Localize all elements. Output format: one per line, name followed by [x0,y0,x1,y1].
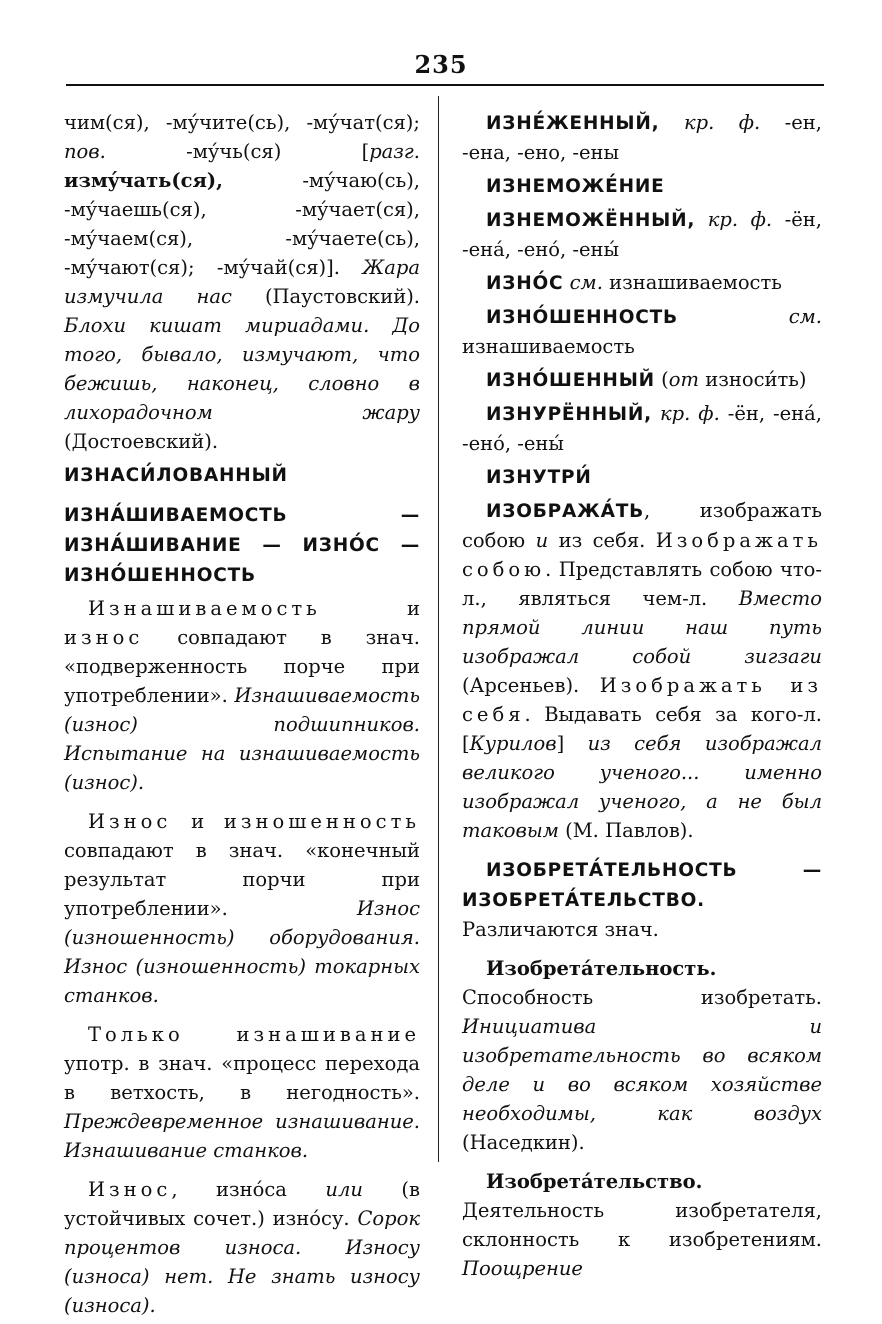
page-number: 235 [414,50,468,79]
headword: ИЗНО́ШЕННОСТЬ [486,307,678,328]
headword: ИЗОБРАЖА́ТЬ [486,501,645,522]
usage-paragraph-iznos [64,807,420,1010]
text-run: совпадают в знач. «конечный результат порчи при употреблении». [64,839,420,920]
text-run [184,1023,237,1046]
headword: ИЗНАСИ́ЛОВАННЫЙ [64,465,288,486]
text-run: -ён, -ена́, -ено́, -ены́ [462,208,822,261]
text-run: (Паустовский). [231,285,420,308]
text-run: из себя. [548,529,656,552]
text-run: изнашиваемость [462,335,635,358]
bold-term: Изобрета́тельство. [486,1170,703,1193]
usage-paragraph-iznashivaemost [64,594,420,797]
text-run: ] [556,732,588,755]
text-run: (Достоевский). [64,430,219,453]
text-run: -му́чь(ся) [ [105,140,370,163]
text-run [695,208,708,231]
text-run: , изображать собою [462,499,822,552]
entry-izobretatelnost-group [462,855,822,944]
text-run: (в устойчивых сочет.) изно́су. [64,1178,420,1230]
usage-paragraph-iznashivanie [64,1020,420,1165]
spaced-term: изнашивание [236,1023,420,1046]
italic-text: или [325,1178,363,1201]
entry-iznos [462,268,822,298]
bold-term: Изобрета́тельность. [486,957,717,980]
header-rule [66,84,824,86]
italic-text: см. [788,305,822,328]
bold-term: измýчать(ся), [64,169,223,192]
spaced-term: Изображать из себя [462,674,822,726]
text-run: (Арсеньев). [462,674,600,697]
text-run: и [171,810,224,833]
italic-text: Сорок процентов износа. Износу (износа) нет. Не знать износу (износа). [64,1207,420,1317]
entry-iznoshennost [462,302,822,361]
text-run [659,111,683,134]
italic-text: Изнашиваемость (износ) подшипников. Испытание на изнашиваемость (износ). [64,684,420,794]
entry-iznemozhenie [462,171,822,201]
italic-text: Инициатива и изобретательность во всяком деле и во всяком хозяйстве необходимы, как воздух [462,1015,822,1125]
headword: ИЗОБРЕТА́ТЕЛЬНОСТЬ — ИЗОБРЕТА́ТЕЛЬСТВО. [462,860,822,911]
text-run: -му́чаю(сь), -му́чаешь(ся), -му́чает(ся), -му́чаем(ся), -му́чаете(сь), -му́чают(ся); -му́чай(ся)]. [64,169,420,279]
italic-text: Поощрение [462,1257,583,1280]
entry-continuation [64,108,420,456]
italic-text: Вместо прямой линии наш путь изображал собой зигзаги [462,587,822,668]
spaced-term: изношенность [223,810,420,833]
text-run: . Представлять собою что-л., являться чем-л. [462,558,822,610]
headword-iznashivaemost-group [64,500,420,590]
italic-text: см. [569,271,603,294]
text-run: употр. в знач. «процесс перехода в ветхость, в негодность». [64,1052,420,1104]
italic-text: кр. ф. [707,208,773,231]
spaced-term: Изнашиваемость [88,597,321,620]
entry-iznezhennyi [462,108,822,167]
italic-text: кр. ф. [683,111,761,134]
text-run: Деятельность изобретателя, склонность к изобретениям. [462,1199,822,1251]
sense-izobretatelnost [462,954,822,1157]
text-run [678,305,789,328]
spaced-term: Изображать собою [462,529,822,581]
italic-text: кр. ф. [660,402,720,425]
text-run: и [320,597,420,620]
italic-text: из себя изображал великого ученого... именно изображал ученого, а не был таковым [462,732,822,842]
text-run: . Выдавать себя за кого-л. [ [462,703,822,755]
sense-izobretatelstvo [462,1167,822,1283]
spaced-term: износ [64,626,144,649]
italic-text: пов. [64,140,106,163]
headword: ИЗНУРЁННЫЙ, [486,404,653,425]
entry-iznoshennyi [462,365,822,395]
entry-iznurennyi [462,399,822,458]
italic-text: разг. [369,140,420,163]
italic-text: Износ (изношенность) оборудования. Износ (изношенность) токарных станков. [64,897,420,1007]
text-run: -ён, -ена́, -ено́, -ены́ [462,402,822,455]
italic-text: Курилов [469,732,557,755]
headword-iznasilovannyi [64,460,420,490]
spaced-term: Износ [88,810,172,833]
headword: ИЗНА́ШИВАЕМОСТЬ — ИЗНА́ШИВАНИЕ — ИЗНО́С — ИЗНО́ШЕННОСТЬ [64,505,420,586]
italic-text: от [668,368,699,391]
headword: ИЗНО́ШЕННЫЙ [486,370,655,391]
text-run: изнашиваемость [602,271,782,294]
italic-text: и [535,529,549,552]
text-run: Способность изобретать. [462,986,822,1009]
spaced-term: Только [88,1023,184,1046]
left-column [64,108,420,1324]
text-run: , изно́са [171,1178,326,1201]
italic-text: Жара измучила нас [64,256,420,308]
headword: ИЗНО́С [486,273,564,294]
entry-iznutri [462,462,822,492]
text-run: износи́ть) [699,368,807,391]
right-column [462,108,822,1287]
spaced-term: Износ [88,1178,172,1201]
entry-izobrazhat [462,496,822,845]
italic-text: Преждевременное изнашивание. Изнашивание станков. [64,1110,420,1162]
text-run: Различаются знач. [462,918,659,941]
column-divider [438,96,439,1162]
usage-paragraph-iznosa [64,1175,420,1320]
text-run [652,402,660,425]
entry-iznemozhennyi [462,205,822,264]
text-run: -ен, -ена, -ено, -ены [462,111,822,164]
text-run: чим(ся), -му́чите(сь), -му́чат(ся); [64,111,420,134]
text-run: (Наседкин). [462,1131,585,1154]
headword: ИЗНЕМОЖЕ́НИЕ [486,176,665,197]
headword: ИЗНУТРИ́ [486,467,592,488]
italic-text: Блохи кишат мириадами. До того, бывало, измучают, что бежишь, наконец, словно в лихорадочном жару [64,314,420,424]
text-run: (М. Павлов). [558,819,694,842]
headword: ИЗНЕ́ЖЕННЫЙ, [486,113,660,134]
text-run: совпадают в знач. «подверженность порче при употреблении». [64,626,420,707]
text-run: ( [654,368,669,391]
headword: ИЗНЕМОЖЁННЫЙ, [486,210,696,231]
